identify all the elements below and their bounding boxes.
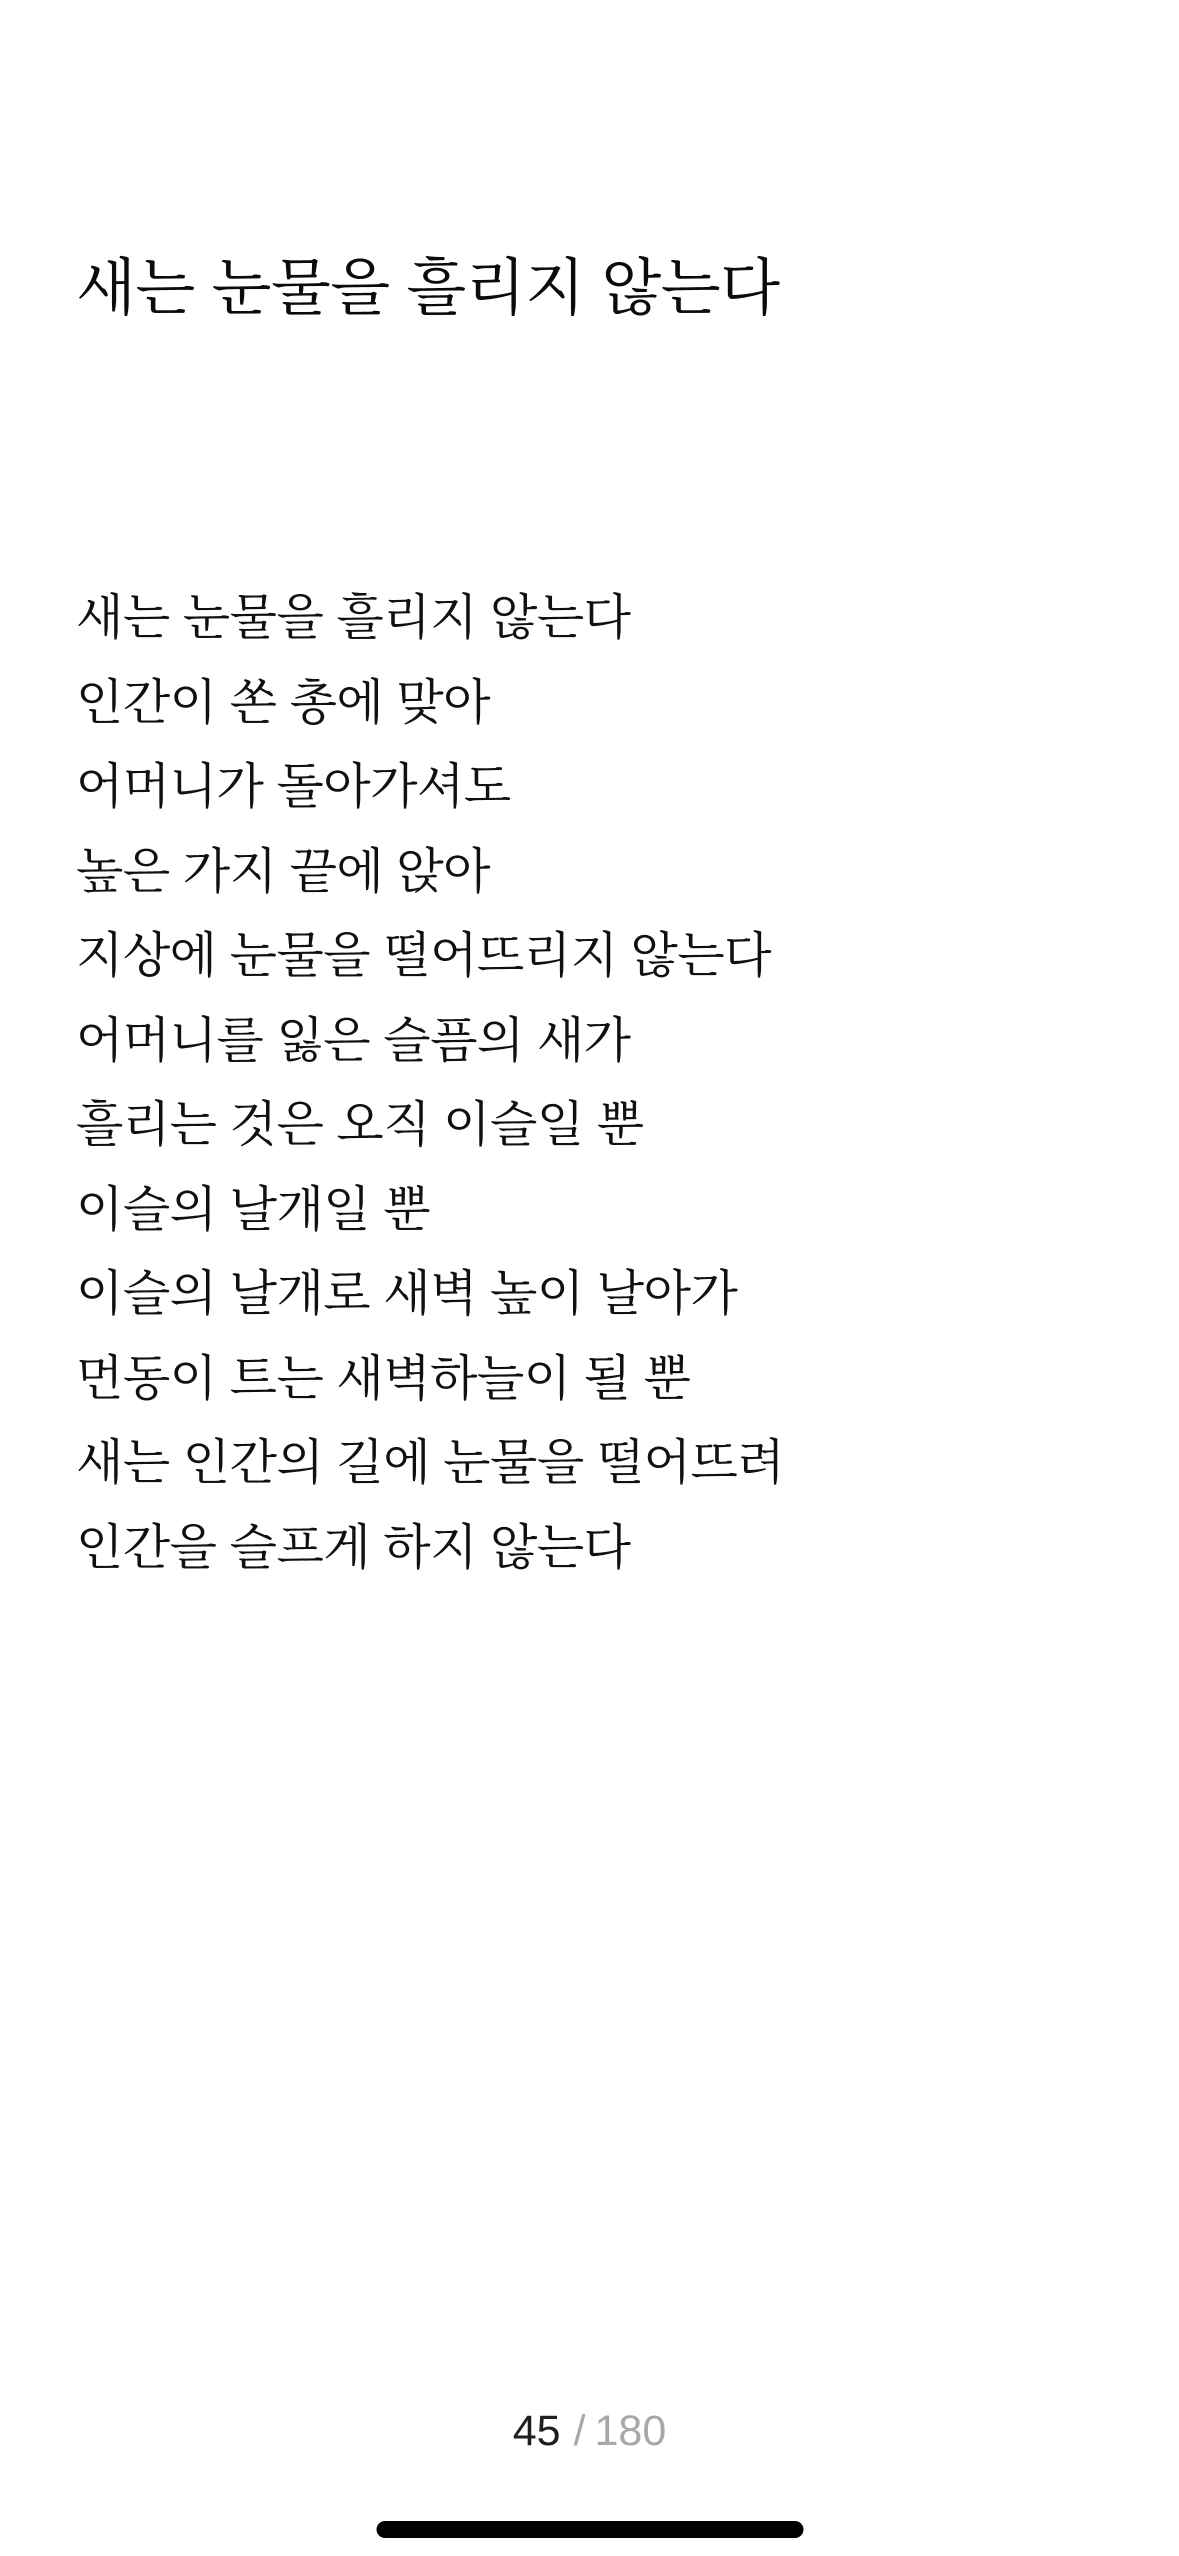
total-page-count: 180 <box>594 2407 667 2455</box>
page-separator: / <box>573 2407 586 2455</box>
home-indicator[interactable] <box>376 2521 803 2538</box>
poem-line: 어머니를 잃은 슬픔의 새가 <box>76 1013 631 1068</box>
poem-line: 새는 눈물을 흘리지 않는다 <box>76 591 631 645</box>
poem-body <box>76 576 1139 1590</box>
poem-line: 새는 인간의 길에 눈물을 떨어뜨려 <box>76 1436 785 1490</box>
poem-line: 인간이 쏜 총에 맞아 <box>76 675 491 730</box>
poem-line: 어머니가 돌아가셔도 <box>76 760 511 814</box>
page-indicator <box>0 2408 1179 2455</box>
poem-line: 이슬의 날개로 새벽 높이 날아가 <box>76 1267 738 1321</box>
poem-line: 높은 가지 끝에 앉아 <box>76 844 491 899</box>
poem-line: 지상에 눈물을 떨어뜨리지 않는다 <box>76 929 772 983</box>
poem-line: 이슬의 날개일 뿐 <box>76 1182 431 1237</box>
poem-line: 인간을 슬프게 하지 않는다 <box>76 1520 631 1575</box>
poem-title: 새는 눈물을 흘리지 않는다 <box>76 254 780 323</box>
poem-line: 흘리는 것은 오직 이슬일 뿐 <box>76 1098 644 1152</box>
current-page-number: 45 <box>512 2407 561 2455</box>
poem-line: 먼동이 트는 새벽하늘이 될 뿐 <box>76 1351 691 1406</box>
